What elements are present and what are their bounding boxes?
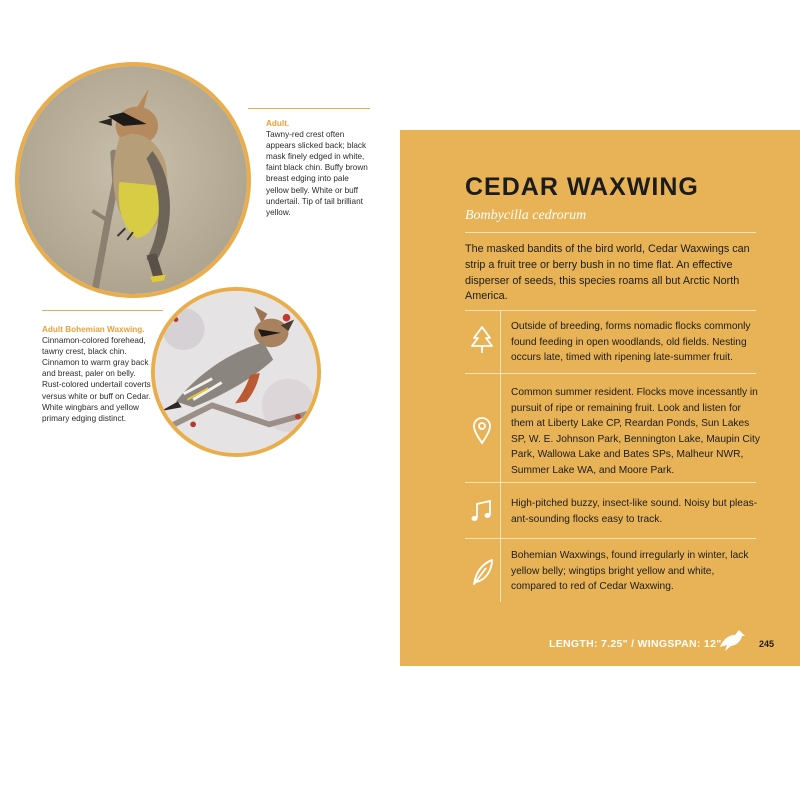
adult-caption-text: Tawny-red crest often appears slicked back; black mask finely edged in white, faint black chin. Buffy brown breast edging into pale yellow belly. White or buff undertail. Tip of tail brilliant yellow. [266, 130, 368, 217]
feature-divider-vertical [500, 310, 501, 602]
music-note-icon [466, 496, 498, 528]
feature-habitat-text: Outside of breeding, forms nomadic flocks commonly found feeding in open woodlands, old fields. Nesting occurs late, timed with ripening late-summer fruit. [511, 321, 751, 364]
tree-icon [466, 324, 498, 356]
bohemian-caption-leader [42, 310, 163, 311]
bohemian-caption-text: Cinnamon-colored forehead, tawny crest, black chin. Cinnamon to warm gray back and breast, paler on belly. Rust-colored undertail coverts versus white or buff on Cedar. White wingbars and yellow primary edging distinct. [42, 336, 151, 423]
intro-paragraph: The masked bandits of the bird world, Cedar Waxwings can strip a fruit tree or berry bush in no time flat. An effective disperser of seeds, this species roams all but Arctic North America. [465, 243, 750, 303]
feature-icon [466, 556, 498, 588]
bird-silhouette-icon [717, 627, 747, 653]
feature-voice-text: High-pitched buzzy, insect-like sound. Noisy but pleas-ant-sounding flocks easy to track. [511, 498, 758, 525]
feature-rule [465, 310, 756, 311]
feature-range-text: Common summer resident. Flocks move incessantly in pursuit of ripe or remaining fruit. Look and listen for them at Liberty Lake CP, Reardan Ponds, Sun Lakes SP, W. E. Johnson Park, Bennington Lake, Maupin City Park, Wallowa Lake and Bates SPs, Malheur NWR, Summer Lake WA, and Moore Park. [511, 387, 760, 476]
feature-rule [465, 373, 756, 374]
adult-caption [266, 118, 370, 218]
feature-similar-species-text: Bohemian Waxwings, found irregularly in winter, lack yellow belly; wingtips bright yellow and white, compared to red of Cedar Waxwing. [511, 550, 749, 593]
scientific-name: Bombycilla cedrorum [465, 208, 587, 223]
bohemian-waxwing-photo [151, 287, 321, 457]
bohemian-caption [42, 324, 154, 424]
species-title: CEDAR WAXWING [465, 173, 699, 201]
adult-cedar-waxwing-photo [15, 62, 251, 298]
feature-rule [465, 538, 756, 539]
title-divider [465, 232, 756, 233]
location-pin-icon [466, 414, 498, 446]
adult-caption-leader [248, 108, 370, 109]
page-number: 245 [759, 639, 775, 649]
size-footer: LENGTH: 7.25" / WINGSPAN: 12" [549, 638, 722, 650]
bohemian-caption-heading: Adult Bohemian Waxwing. [42, 325, 145, 334]
adult-caption-heading: Adult. [266, 119, 290, 128]
feature-rule [465, 482, 756, 483]
